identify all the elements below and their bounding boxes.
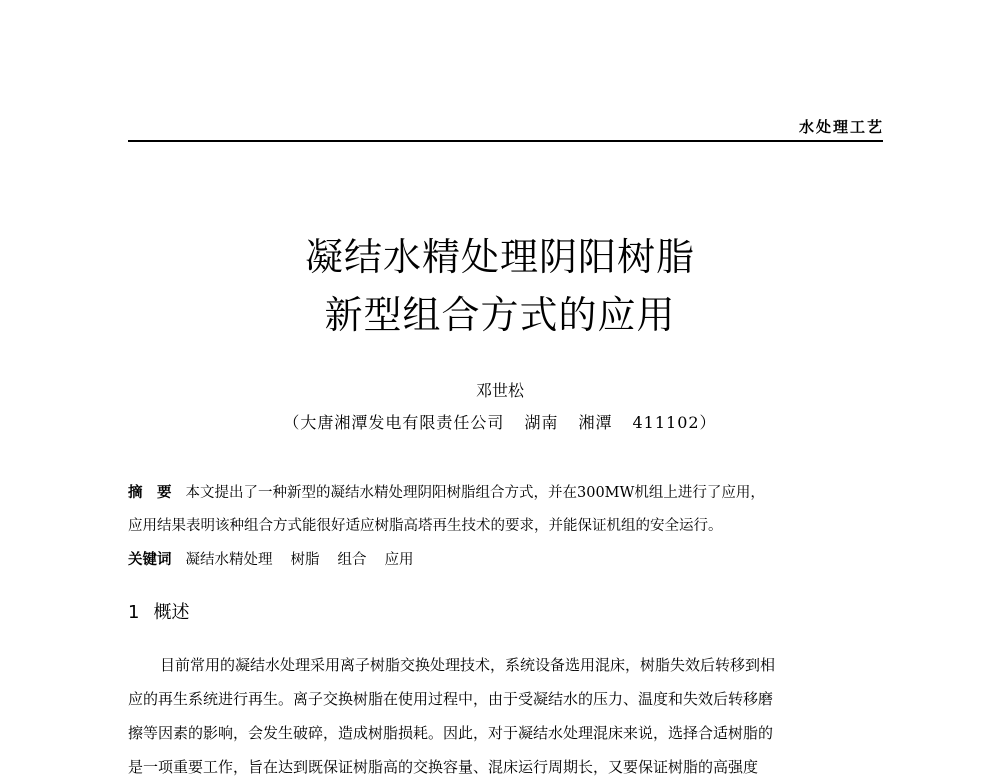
affiliation-province: 湖南 [524,413,559,432]
affiliation-org: （大唐湘潭发电有限责任公司 [283,413,505,432]
title-line-2: 新型组合方式的应用 [324,293,676,337]
affiliation [0,410,1000,433]
section-number: 1 [128,602,140,623]
body-line: 是一项重要工作，旨在达到既保证树脂高的交换容量、混床运行周期长，又要保证树脂的高强度 [128,758,759,776]
affiliation-city: 湘潭 [578,413,613,432]
section-title: 概述 [153,602,190,623]
header-divider [128,140,883,142]
body-paragraph [128,648,883,784]
keyword: 树脂 [290,552,320,568]
keyword: 凝结水精处理 [185,552,273,568]
author-name: 邓世松 [475,381,524,400]
body-line: 擦等因素的影响，会发生破碎，造成树脂损耗。因此，对于凝结水处理混床来说，选择合适树脂的 [128,724,774,742]
running-header: 水处理工艺 [798,118,884,136]
abstract-label: 摘 要 [128,484,172,501]
abstract-block [128,476,883,577]
keyword: 组合 [337,552,367,568]
body-line: 应的再生系统进行再生。离子交换树脂在使用过程中，由于受凝结水的压力、温度和失效后转移磨 [128,690,774,708]
abstract-text-1: 本文提出了一种新型的凝结水精处理阴阳树脂组合方式，并在300MW机组上进行了应用， [185,485,765,501]
abstract-line-1 [128,476,883,510]
affiliation-postcode: 411102） [632,413,717,432]
section-heading [128,598,189,624]
keyword: 应用 [384,552,414,568]
abstract-text-2: 应用结果表明该种组合方式能很好适应树脂高塔再生技术的要求，并能保证机组的安全运行。 [128,518,723,534]
paper-title [0,228,1000,344]
body-line: 目前常用的凝结水处理采用离子树脂交换处理技术，系统设备选用混床，树脂失效后转移到相 [160,656,776,674]
keywords-label: 关键词 [128,551,172,568]
keywords-line [128,543,883,577]
title-line-1: 凝结水精处理阴阳树脂 [304,235,695,279]
